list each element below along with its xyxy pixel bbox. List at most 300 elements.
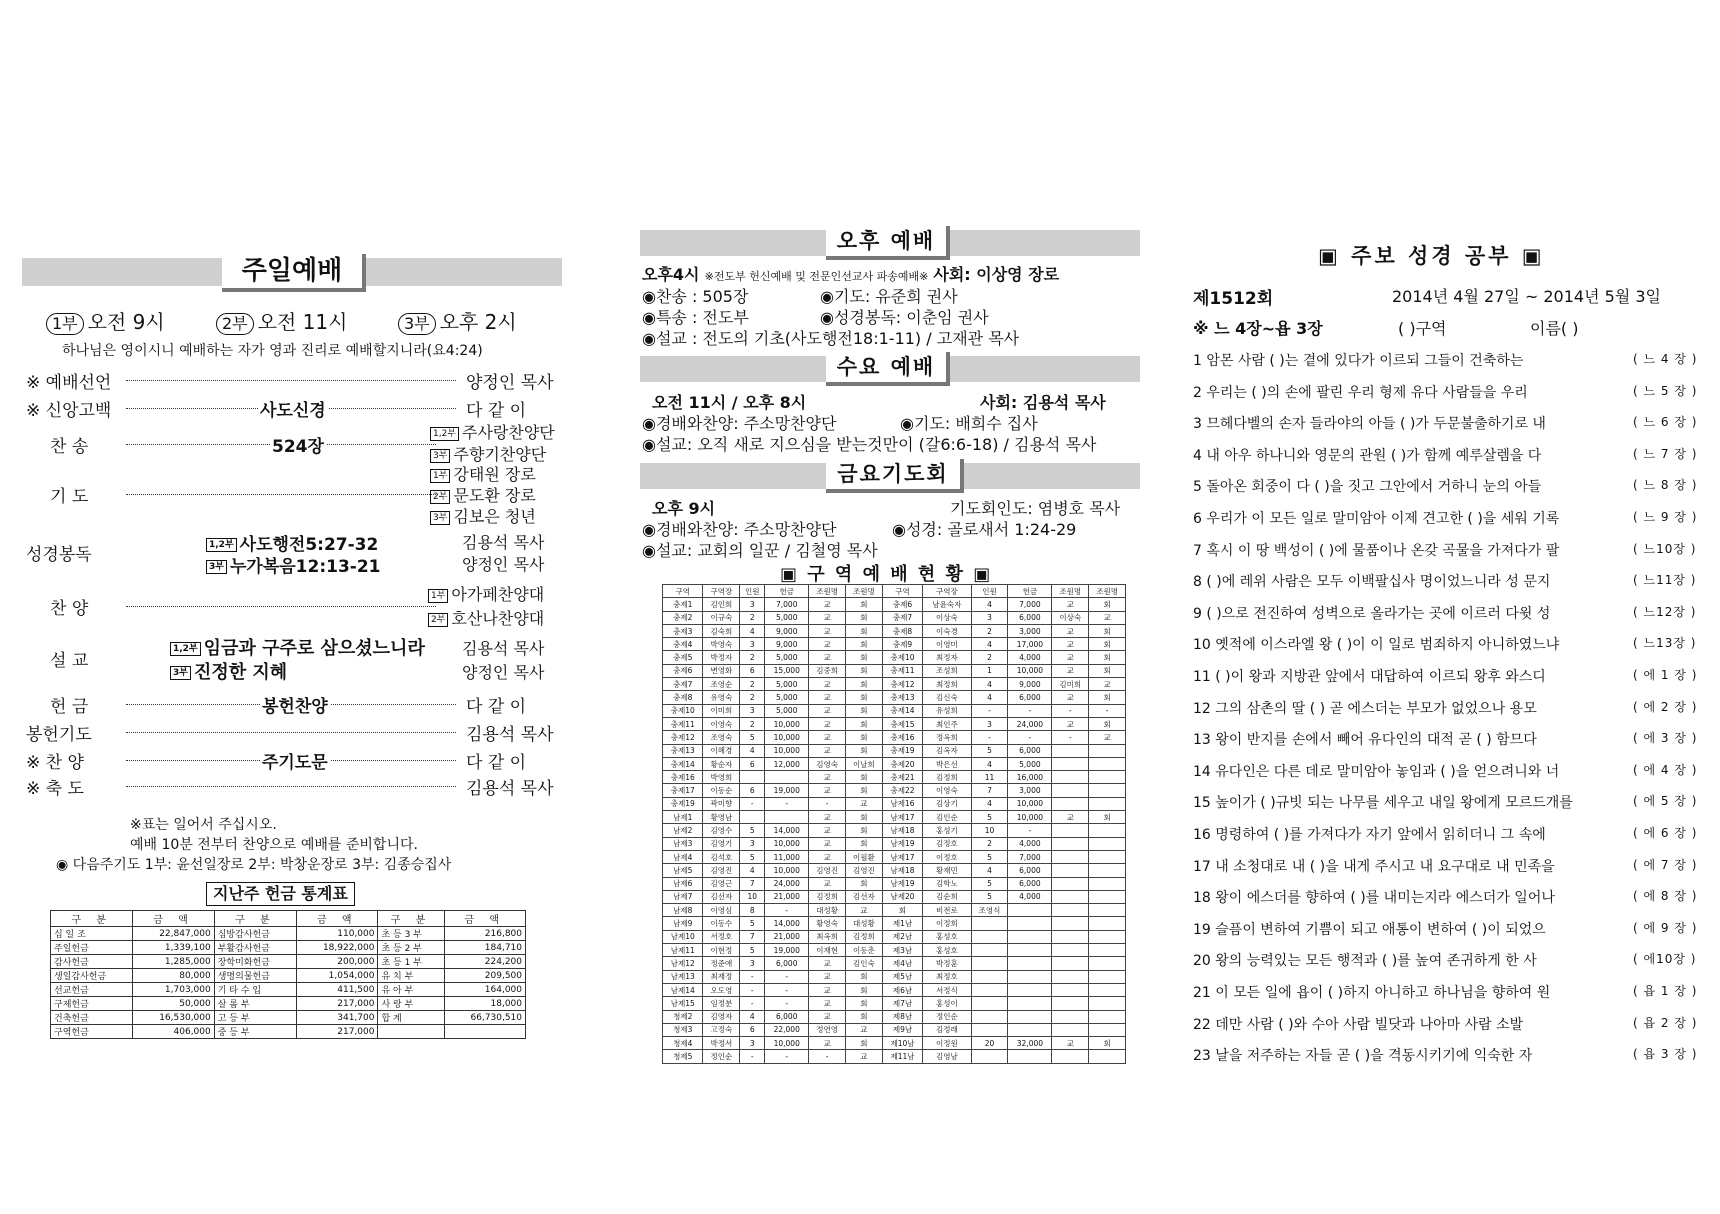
district-cell: 충제15	[882, 717, 922, 730]
district-cell	[971, 1050, 1008, 1063]
question-reference: ( 에10장 )	[1633, 952, 1697, 967]
scripture-1-reader: 김용석 목사	[462, 533, 545, 552]
question-item	[1193, 792, 1698, 812]
district-cell: 21,000	[765, 930, 809, 943]
district-row	[663, 850, 1126, 863]
bible-study-district-field[interactable]: ( )구역	[1398, 319, 1447, 338]
district-header-cell: 조원명	[1052, 585, 1089, 598]
question-item	[1193, 856, 1698, 876]
district-cell	[1052, 757, 1089, 770]
offer-category-cell: 생명의물헌금	[214, 969, 296, 983]
district-cell: 4	[971, 678, 1008, 691]
district-cell: 4	[740, 864, 765, 877]
bible-study-dates: 2014년 4월 27일 ~ 2014년 5월 3일	[1392, 287, 1661, 306]
district-cell	[1089, 904, 1126, 917]
district-cell: 교	[846, 797, 883, 810]
district-cell: 김영숙	[809, 757, 846, 770]
district-cell	[1089, 771, 1126, 784]
district-cell: 대성황	[846, 917, 883, 930]
district-cell: 24,000	[1008, 717, 1052, 730]
district-row	[663, 651, 1126, 664]
district-cell	[1052, 864, 1089, 877]
district-cell: 이날희	[846, 757, 883, 770]
district-cell	[1052, 824, 1089, 837]
district-cell: 5	[971, 744, 1008, 757]
district-cell: 최인주	[923, 717, 971, 730]
district-cell: 김영진	[703, 864, 740, 877]
district-cell: 남제10	[663, 930, 703, 943]
district-cell	[971, 930, 1008, 943]
district-cell	[1089, 890, 1126, 903]
district-cell: 남제17	[882, 850, 922, 863]
district-cell	[740, 811, 765, 824]
district-cell	[1089, 797, 1126, 810]
district-cell: 충제8	[663, 691, 703, 704]
district-cell: 이정희	[923, 917, 971, 930]
district-cell: 2	[740, 678, 765, 691]
district-cell: 충제12	[882, 678, 922, 691]
district-cell: 정준애	[703, 957, 740, 970]
district-cell: 오도영	[703, 983, 740, 996]
question-text: 22 데만 사람 ( )와 수아 사람 빌닷과 나아마 사람 소발	[1193, 1016, 1524, 1033]
district-cell: 교	[1052, 717, 1089, 730]
district-cell: 회	[846, 717, 883, 730]
friday-sermon: ◉설교: 교회의 일꾼 / 김철영 목사	[642, 541, 878, 560]
sermon-2-preacher: 양정인 목사	[462, 663, 545, 682]
district-cell: 22,000	[765, 1023, 809, 1036]
question-item	[1193, 476, 1698, 496]
question-text: 23 날을 저주하는 자들 곧 ( )을 격동시키기에 익숙한 자	[1193, 1048, 1533, 1065]
district-cell: 회	[846, 811, 883, 824]
district-cell: 6	[740, 1023, 765, 1036]
district-cell: 충제13	[663, 744, 703, 757]
offer-row	[51, 983, 526, 997]
district-cell: 6,000	[765, 957, 809, 970]
district-cell: 9,000	[1008, 678, 1052, 691]
district-cell: 충제5	[663, 651, 703, 664]
question-item	[1193, 508, 1698, 528]
district-cell: 김정희	[846, 930, 883, 943]
district-header-cell: 조원명	[1089, 585, 1126, 598]
district-cell: 김인숙	[846, 957, 883, 970]
district-cell: 회	[846, 837, 883, 850]
district-cell: 남제18	[882, 824, 922, 837]
offer-amount-cell: 164,000	[444, 983, 525, 997]
district-cell: 교	[809, 598, 846, 611]
district-cell: 교	[809, 771, 846, 784]
question-text: 11 ( )이 왕과 지방관 앞에서 대답하여 이르되 왕후 와스디	[1193, 669, 1546, 685]
district-cell: 조영순	[703, 678, 740, 691]
offer-amount-cell: 209,500	[444, 969, 525, 983]
district-cell: 이규숙	[703, 611, 740, 624]
district-cell: 3,000	[1008, 784, 1052, 797]
district-cell: -	[765, 983, 809, 996]
district-cell: 충제14	[663, 757, 703, 770]
district-cell: 비전로	[923, 904, 971, 917]
district-cell: 교	[846, 1023, 883, 1036]
district-cell: 이숙경	[923, 624, 971, 637]
district-cell: 정연영	[809, 1023, 846, 1036]
district-cell: 충제12	[663, 731, 703, 744]
district-row	[663, 731, 1126, 744]
offer-amount-cell: 217,000	[297, 997, 378, 1011]
district-cell: 4	[971, 864, 1008, 877]
district-cell: 충제6	[663, 664, 703, 677]
district-cell	[1089, 917, 1126, 930]
question-text: 7 혹시 이 땅 백성이 ( )에 물품이나 온갖 곡물을 가져다가 팔	[1193, 542, 1560, 559]
district-cell	[1008, 970, 1052, 983]
question-reference: ( 에 4 장 )	[1633, 762, 1698, 777]
question-reference: ( 욥 1 장 )	[1633, 984, 1698, 998]
district-cell: 교	[1052, 1037, 1089, 1050]
question-text: 10 옛적에 이스라엘 왕 ( )이 이 일로 범죄하지 아니하였느냐	[1193, 637, 1560, 654]
hymn-choir-1: 1,2부 주사랑찬양단	[430, 420, 555, 443]
district-cell: 이정호	[923, 850, 971, 863]
district-cell: 청제5	[663, 1050, 703, 1063]
question-item	[1193, 350, 1698, 370]
question-item	[1193, 445, 1698, 465]
question-item	[1193, 698, 1698, 718]
district-cell: 충제20	[882, 757, 922, 770]
district-header-cell: 구역장	[923, 585, 971, 598]
district-cell: 남제19	[882, 877, 922, 890]
question-reference: ( 느 5 장 )	[1633, 383, 1698, 398]
district-cell	[1008, 917, 1052, 930]
district-cell: 10,000	[765, 837, 809, 850]
district-cell: -	[1089, 704, 1126, 717]
district-cell: 회	[846, 784, 883, 797]
scripture-2: 3부 누가복음12:13-21	[206, 552, 380, 577]
district-cell: -	[740, 970, 765, 983]
offer-amount-cell: 18,922,000	[297, 941, 378, 955]
district-cell: 남제20	[882, 890, 922, 903]
district-cell: 회	[846, 598, 883, 611]
offer-amount-cell: 16,530,000	[133, 1011, 214, 1025]
district-row	[663, 877, 1126, 890]
district-cell: 교	[809, 717, 846, 730]
anthem-choir-2: 2부 호산나찬양대	[428, 606, 544, 629]
district-cell: 19,000	[765, 784, 809, 797]
district-cell: 9,000	[765, 624, 809, 637]
offer-category-cell: 주일헌금	[51, 941, 133, 955]
district-cell: 제1남	[882, 917, 922, 930]
district-cell: 3	[740, 837, 765, 850]
district-cell	[1089, 957, 1126, 970]
bible-study-title: ▣ 주보 성경 공부 ▣	[1318, 244, 1545, 268]
question-reference: ( 에 5 장 )	[1633, 794, 1698, 809]
service-3: 3부 오후 2시	[398, 306, 517, 335]
offer-amount-cell: 110,000	[297, 927, 378, 941]
offer-category-cell: 초 등 3 부	[378, 927, 444, 941]
district-cell: 남제19	[882, 837, 922, 850]
question-item	[1193, 413, 1698, 433]
offer-category-cell: 초 등 1 부	[378, 955, 444, 969]
district-cell	[971, 970, 1008, 983]
offer-row	[51, 997, 526, 1011]
district-cell: 남제15	[663, 997, 703, 1010]
district-cell: 4	[971, 757, 1008, 770]
question-reference: ( 에 7 장 )	[1633, 857, 1698, 872]
district-cell: 충제3	[663, 624, 703, 637]
district-cell	[1089, 824, 1126, 837]
district-cell	[1052, 850, 1089, 863]
sunday-title: 주일예배	[222, 254, 366, 292]
district-cell: 회	[846, 771, 883, 784]
offer-category-cell: 선교헌금	[51, 983, 133, 997]
district-cell	[1052, 1023, 1089, 1036]
question-text: 1 암몬 사람 ( )는 곁에 있다가 이르되 그들이 건축하는	[1193, 353, 1524, 369]
offering-stats-title: 지난주 헌금 통계표	[206, 882, 355, 906]
offering-stats-table	[50, 910, 526, 1039]
district-cell: 6,000	[1008, 691, 1052, 704]
district-row	[663, 811, 1126, 824]
district-cell: 5	[740, 944, 765, 957]
district-cell: 교	[809, 731, 846, 744]
district-cell: 3	[740, 638, 765, 651]
district-cell: 황영남	[703, 811, 740, 824]
question-reference: ( 에 8 장 )	[1633, 889, 1698, 904]
district-row	[663, 691, 1126, 704]
district-header-cell: 인원	[971, 585, 1008, 598]
district-row	[663, 771, 1126, 784]
district-header-cell: 조원명	[809, 585, 846, 598]
district-cell: 정옥희	[923, 731, 971, 744]
offer-category-cell	[378, 1025, 444, 1039]
district-cell	[1052, 983, 1089, 996]
theme-verse: 하나님은 영이시니 예배하는 자가 영과 진리로 예배할지니라(요4:24)	[62, 343, 483, 359]
district-row	[663, 704, 1126, 717]
district-row	[663, 904, 1126, 917]
district-cell: 회	[846, 1037, 883, 1050]
question-item	[1193, 919, 1698, 939]
district-cell: 5	[740, 850, 765, 863]
district-cell: 5,000	[765, 678, 809, 691]
offer-row	[51, 1025, 526, 1039]
district-cell: 이필환	[846, 850, 883, 863]
prayer-1: 1부 강태원 장로	[430, 462, 536, 485]
question-reference: ( 에 2 장 )	[1633, 699, 1698, 714]
district-cell: 교	[809, 624, 846, 637]
question-text: 16 명령하여 ( )를 가져다가 자기 앞에서 읽히더니 그 속에	[1193, 827, 1546, 843]
district-cell: 4,000	[1008, 651, 1052, 664]
district-cell: 홍성호	[923, 930, 971, 943]
district-cell: 박정자	[703, 651, 740, 664]
question-reference: ( 느13장 )	[1633, 636, 1697, 651]
district-cell: 박영희	[703, 771, 740, 784]
district-cell: 김인순	[923, 811, 971, 824]
district-cell: 황재민	[923, 864, 971, 877]
question-reference: ( 에 6 장 )	[1633, 826, 1698, 840]
offer-amount-cell: 224,200	[444, 955, 525, 969]
district-cell: 6,000	[1008, 877, 1052, 890]
district-row	[663, 664, 1126, 677]
district-cell: 충제8	[882, 624, 922, 637]
district-cell: 15,000	[765, 664, 809, 677]
district-cell: 7	[740, 877, 765, 890]
district-cell: 정인순	[923, 1010, 971, 1023]
offer-category-cell: 심방감사헌금	[214, 927, 296, 941]
offer-amount-cell: 200,000	[297, 955, 378, 969]
question-text: 13 왕이 반지를 손에서 빼어 유다인의 대적 곧 ( ) 함므다	[1193, 732, 1537, 749]
question-item	[1193, 761, 1698, 781]
district-cell: 14,000	[765, 917, 809, 930]
question-text: 19 슬픔이 변하여 기쁨이 되고 애통이 변하여 ( )이 되었으	[1193, 921, 1546, 938]
question-text: 9 ( )으로 전진하여 성벽으로 올라가는 곳에 이르러 다윗 성	[1193, 605, 1551, 622]
district-cell: 5,000	[765, 704, 809, 717]
offer-category-cell: 기 타 수 입	[214, 983, 296, 997]
district-cell	[1089, 930, 1126, 943]
district-cell: 서정호	[703, 930, 740, 943]
sermon-2: 3부 진정한 지혜	[170, 658, 287, 684]
district-cell: 김영진	[846, 864, 883, 877]
offer-category-cell: 감사헌금	[51, 955, 133, 969]
district-cell: 홍성기	[923, 824, 971, 837]
district-cell: 2	[971, 624, 1008, 637]
district-cell: 교	[809, 811, 846, 824]
district-row	[663, 717, 1126, 730]
district-cell	[1052, 890, 1089, 903]
district-row	[663, 1050, 1126, 1063]
district-header-cell: 조원명	[846, 585, 883, 598]
district-cell	[1052, 957, 1089, 970]
district-cell: 김상기	[923, 797, 971, 810]
question-text: 17 내 소청대로 내 ( )을 내게 주시고 내 요구대로 내 민족을	[1193, 858, 1555, 875]
district-cell: 이혜경	[703, 744, 740, 757]
district-cell: 교	[809, 744, 846, 757]
district-cell: 박영숙	[703, 638, 740, 651]
district-cell: 5,000	[765, 611, 809, 624]
question-reference: ( 에 1 장 )	[1633, 668, 1698, 682]
district-cell: 제2남	[882, 930, 922, 943]
district-cell	[765, 771, 809, 784]
friday-title: 금요기도회	[826, 459, 964, 493]
district-cell: 10,000	[765, 744, 809, 757]
question-text: 21 이 모든 일에 욥이 ( )하지 아니하고 하나님을 향하여 원	[1193, 985, 1551, 1001]
district-cell	[971, 1023, 1008, 1036]
district-cell: 3	[740, 1037, 765, 1050]
district-cell: 교	[846, 1050, 883, 1063]
bible-study-name-field[interactable]: 이름( )	[1530, 319, 1579, 338]
district-cell: -	[740, 983, 765, 996]
district-cell: 교	[809, 957, 846, 970]
district-cell: 교	[1052, 638, 1089, 651]
question-reference: ( 느 8 장 )	[1633, 478, 1698, 493]
district-cell: 남제17	[882, 811, 922, 824]
service-2: 2부 오전 11시	[216, 306, 347, 335]
offer-amount-cell: 1,285,000	[133, 955, 214, 969]
district-row	[663, 837, 1126, 850]
district-cell: 교	[809, 678, 846, 691]
district-cell: 충제7	[663, 678, 703, 691]
offer-row	[51, 969, 526, 983]
offer-category-cell: 살 롬 부	[214, 997, 296, 1011]
district-cell	[1052, 784, 1089, 797]
afternoon-line1: 오후4시 ※전도부 헌신예배 및 전문인선교사 파송예배※ 사회: 이상영 장로	[642, 265, 1060, 284]
district-cell: 회	[1089, 651, 1126, 664]
anthem-choir-1: 1부 아가페찬양대	[428, 582, 544, 605]
district-cell	[1052, 744, 1089, 757]
question-item	[1193, 666, 1698, 686]
offer-category-cell: 사 랑 부	[378, 997, 444, 1011]
district-cell: 5	[740, 731, 765, 744]
district-cell	[971, 957, 1008, 970]
district-cell: 충제9	[882, 638, 922, 651]
district-cell	[1008, 1050, 1052, 1063]
afternoon-hymn: ◉찬송 : 505장	[642, 287, 749, 306]
district-cell	[1052, 997, 1089, 1010]
district-cell	[1089, 850, 1126, 863]
question-text: 4 내 아우 하나니와 영문의 관원 ( )가 함께 예루살렘을 다	[1193, 447, 1542, 464]
district-cell: 2	[740, 611, 765, 624]
district-cell: 이재현	[809, 944, 846, 957]
district-cell: 청제3	[663, 1023, 703, 1036]
district-cell: -	[765, 997, 809, 1010]
question-item	[1193, 634, 1697, 654]
district-cell: 4	[971, 598, 1008, 611]
district-cell: 교	[809, 837, 846, 850]
friday-time: 오후 9시	[652, 499, 716, 518]
question-reference: ( 느 7 장 )	[1633, 446, 1698, 461]
district-cell: 남제5	[663, 864, 703, 877]
district-cell: 교	[809, 638, 846, 651]
district-row	[663, 890, 1126, 903]
district-cell: 10,000	[765, 1037, 809, 1050]
offer-amount-cell: 406,000	[133, 1025, 214, 1039]
service-1: 1부 오전 9시	[46, 306, 165, 335]
district-cell: 대성황	[809, 904, 846, 917]
district-cell: 이영미	[923, 638, 971, 651]
district-cell: 박정훈	[923, 957, 971, 970]
district-cell: 6,000	[1008, 611, 1052, 624]
district-cell: 회	[1089, 691, 1126, 704]
wednesday-title: 수요 예배	[826, 352, 950, 386]
district-cell: 교	[809, 1037, 846, 1050]
district-cell: 최정희	[923, 678, 971, 691]
district-cell: 회	[846, 664, 883, 677]
district-cell	[1089, 983, 1126, 996]
district-cell	[1008, 1010, 1052, 1023]
sermon-1-preacher: 김용석 목사	[462, 639, 545, 658]
note-prepare: 예배 10분 전부터 찬양으로 예배를 준비합니다.	[130, 837, 418, 853]
question-text: 20 왕의 능력있는 모든 행적과 ( )를 높여 존귀하게 한 사	[1193, 953, 1537, 970]
district-header-cell: 헌금	[1008, 585, 1052, 598]
district-cell: 6	[740, 784, 765, 797]
district-cell: 김중희	[809, 664, 846, 677]
district-row	[663, 598, 1126, 611]
district-cell: 5	[971, 850, 1008, 863]
offer-category-cell: 건축헌금	[51, 1011, 133, 1025]
district-cell: 교	[809, 704, 846, 717]
district-header-row	[663, 585, 1126, 598]
district-cell: 남제6	[663, 877, 703, 890]
district-cell: 홍성이	[923, 997, 971, 1010]
offer-amount-cell: 50,000	[133, 997, 214, 1011]
district-cell	[1052, 970, 1089, 983]
district-cell: 교	[809, 784, 846, 797]
district-cell: -	[1008, 824, 1052, 837]
district-cell: 홍성호	[923, 944, 971, 957]
offer-amount-cell: 184,710	[444, 941, 525, 955]
question-text: 15 높이가 ( )규빗 되는 나무를 세우고 내일 왕에게 모르드개를	[1193, 795, 1573, 812]
district-cell: 3	[740, 704, 765, 717]
district-cell: 회	[846, 877, 883, 890]
district-cell: 남제9	[663, 917, 703, 930]
district-cell	[1052, 930, 1089, 943]
district-cell: 충제13	[882, 691, 922, 704]
district-cell	[1089, 784, 1126, 797]
district-cell: 교	[809, 997, 846, 1010]
district-cell: 5	[740, 824, 765, 837]
